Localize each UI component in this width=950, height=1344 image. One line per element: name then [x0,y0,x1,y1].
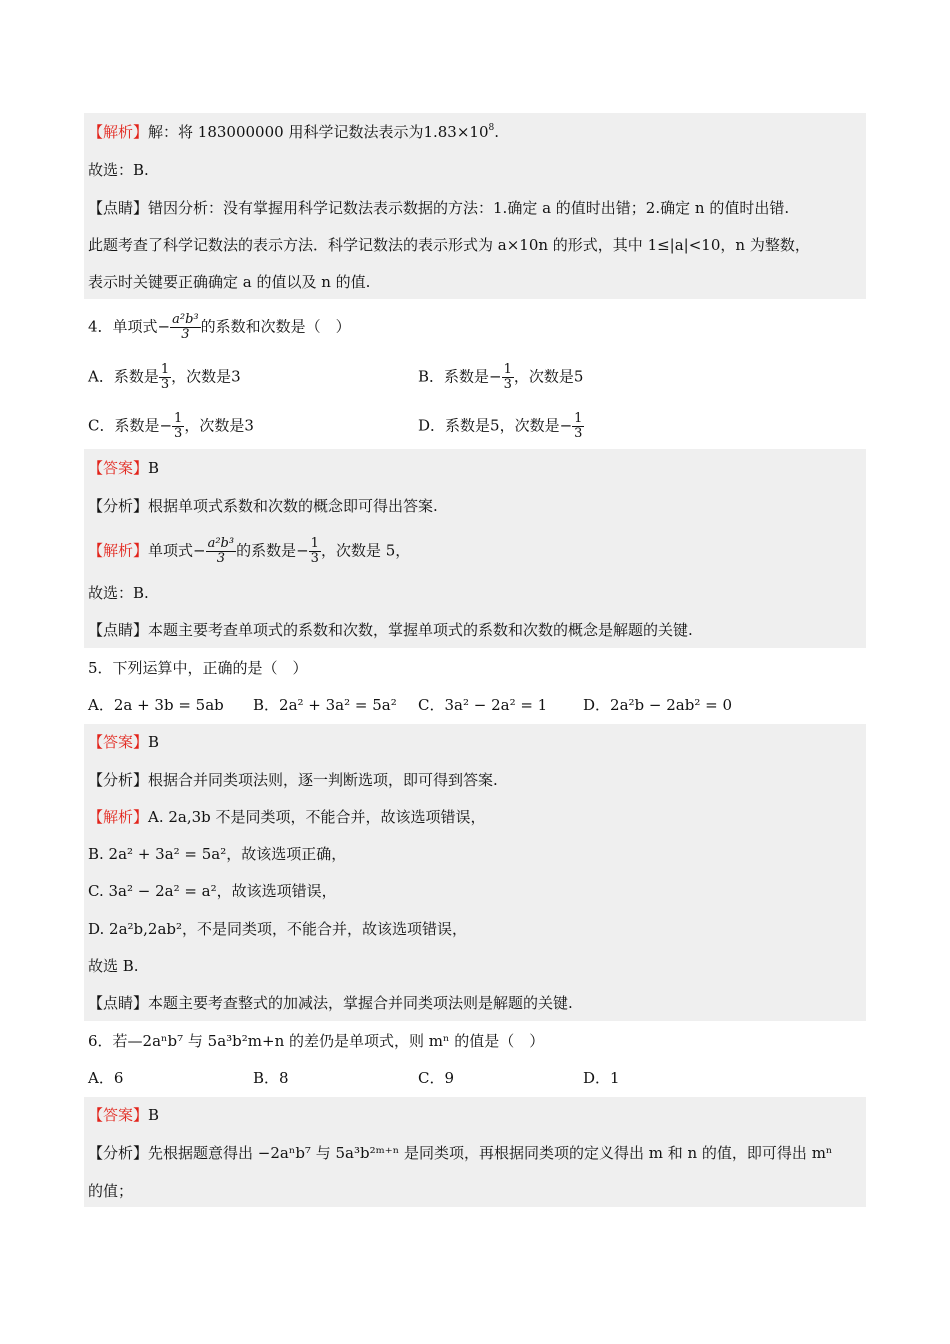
q6-fenxi-line [88,1142,832,1164]
q6-option-b[interactable]: B．8 [253,1069,289,1087]
jiexi-label: 【解析】 [88,123,149,141]
q5-fenxi-line [88,769,498,791]
option-b-suffix: ，次数是5 [513,367,584,386]
q5-dianjing-line [88,992,573,1014]
jiexi-label: 【解析】 [88,808,149,826]
answer-value: B [148,459,160,477]
answer-label: 【答案】 [88,459,149,477]
fraction-numerator: 1 [503,362,512,377]
fenxi-label: 【分析】 [88,497,149,515]
fraction-denominator: 3 [181,327,190,342]
option-d-fraction [572,412,584,441]
answer-value: B [148,1106,160,1124]
fenxi-label: 【分析】 [88,1144,149,1162]
answer-label: 【答案】 [88,1106,149,1124]
dianjing-text: 本题主要考查单项式的系数和次数，掌握单项式的系数和次数的概念是解题的关键. [148,621,693,639]
q4-fenxi-line [88,495,438,517]
dianjing-text: 本题主要考查整式的加减法，掌握合并同类项法则是解题的关键. [148,994,573,1012]
fraction-denominator: 3 [160,377,170,392]
q5-jiexi-b: B. 2a² + 3a² = 5a²，故该选项正确， [88,845,347,863]
dianjing-label: 【点睛】 [88,199,149,217]
fraction-denominator: 3 [174,426,183,441]
q4-stem-suffix: 的系数和次数是（ ） [200,317,351,336]
jiexi-prefix: 单项式− [148,541,206,560]
dianjing-text: 错因分析：没有掌握用科学记数法表示数据的方法：1.确定 a 的值时出错；2.确定 n 的值时出错. [148,199,790,217]
q4-option-c[interactable] [88,412,254,441]
q6-stem: 6．若—2aⁿb⁷ 与 5a³b²m+n 的差仍是单项式，则 mⁿ 的值是（ ） [88,1032,545,1050]
jiexi-mid: 的系数是− [236,541,309,560]
q5-answer-line [88,731,159,753]
option-b-prefix: B．系数是− [418,367,502,386]
dianjing-label: 【点睛】 [88,621,149,639]
jiexi-end: . [494,123,500,141]
q3-dianjing-line-3: 表示时关键要正确确定 a 的值以及 n 的值. [88,273,371,291]
q6-option-d[interactable]: D．1 [583,1069,620,1087]
q5-jiexi-line [88,806,486,828]
q4-stem-fraction [170,313,201,342]
fraction-denominator: 3 [503,377,512,392]
fenxi-text: 根据单项式系数和次数的概念即可得出答案. [148,497,438,515]
q4-option-a[interactable] [88,363,241,392]
jiexi-fraction [206,537,237,566]
fenxi-label: 【分析】 [88,771,149,789]
jiexi-fraction-2 [309,537,321,566]
q4-stem-prefix: 4．单项式 [88,317,158,336]
jiexi-label: 【解析】 [88,541,149,560]
option-a-fraction [159,363,171,392]
fraction-numerator: 1 [160,362,170,377]
q3-jiexi-line [88,121,499,143]
q5-jiexi-c: C. 3a² − 2a² = a²，故该选项错误， [88,882,337,900]
q5-option-d[interactable]: D．2a²b − 2ab² = 0 [583,696,732,714]
option-a-prefix: A．系数是 [88,367,159,386]
q6-option-a[interactable]: A．6 [88,1069,124,1087]
option-c-suffix: ，次数是3 [184,416,254,435]
option-b-fraction [502,363,514,392]
q4-option-b[interactable] [418,363,583,392]
fenxi-text: 先根据题意得出 −2aⁿb⁷ 与 5a³b²ᵐ⁺ⁿ 是同类项，再根据同类项的定义得出 m 和 n 的值，即可得出 mⁿ [148,1144,833,1162]
jiexi-exponent: 8 [488,123,495,133]
q4-jiexi-line [88,537,410,566]
fraction-numerator: 1 [174,411,183,426]
answer-label: 【答案】 [88,733,149,751]
q6-option-c[interactable]: C．9 [418,1069,455,1087]
fraction-numerator: a²b³ [172,312,199,327]
q4-option-d[interactable] [418,412,584,441]
fraction-denominator: 3 [216,551,225,566]
q5-stem: 5．下列运算中，正确的是（ ） [88,659,308,677]
fraction-numerator: a²b³ [207,536,235,551]
fraction-denominator: 3 [310,551,319,566]
q6-fenxi-line-2: 的值； [88,1182,134,1200]
option-c-prefix: C．系数是− [88,416,173,435]
q5-option-b[interactable]: B．2a² + 3a² = 5a² [253,696,397,714]
q3-choose-line: 故选：B. [88,161,149,179]
q5-option-a[interactable]: A．2a + 3b = 5ab [88,696,224,714]
jiexi-a: A. 2a,3b 不是同类项，不能合并，故该选项错误， [148,808,486,826]
fraction-numerator: 1 [574,411,583,426]
option-c-fraction [172,412,184,441]
q4-choose-line: 故选：B. [88,584,149,602]
q3-dianjing-line-2: 此题考查了科学记数法的表示方法．科学记数法的表示形式为 a×10n 的形式，其中 1≤|a|<10，n 为整数， [88,236,810,254]
q3-dianjing-line [88,197,789,219]
q5-option-c[interactable]: C．3a² − 2a² = 1 [418,696,548,714]
q4-stem: 4．单项式− $\frac{\text{a²b³}}{3}$ 的系数和次数是（ ） [88,312,351,342]
q6-answer-line [88,1104,159,1126]
dianjing-label: 【点睛】 [88,994,149,1012]
fenxi-text: 根据合并同类项法则，逐一判断选项，即可得到答案. [148,771,498,789]
answer-value: B [148,733,160,751]
jiexi-text: 解：将 183000000 用科学记数法表示为1.83×10 [148,123,489,141]
q5-jiexi-d: D. 2a²b,2ab²，不是同类项，不能合并，故该选项错误， [88,920,468,938]
q4-dianjing-line [88,619,693,641]
fraction-denominator: 3 [574,426,583,441]
q4-answer-line [88,457,159,479]
q5-choose-line: 故选 B. [88,957,139,975]
option-a-suffix: ，次数是3 [171,367,241,386]
option-d-prefix: D．系数是5，次数是− [418,416,573,435]
fraction-numerator: 1 [310,536,319,551]
jiexi-suffix: ，次数是 5， [320,541,411,560]
